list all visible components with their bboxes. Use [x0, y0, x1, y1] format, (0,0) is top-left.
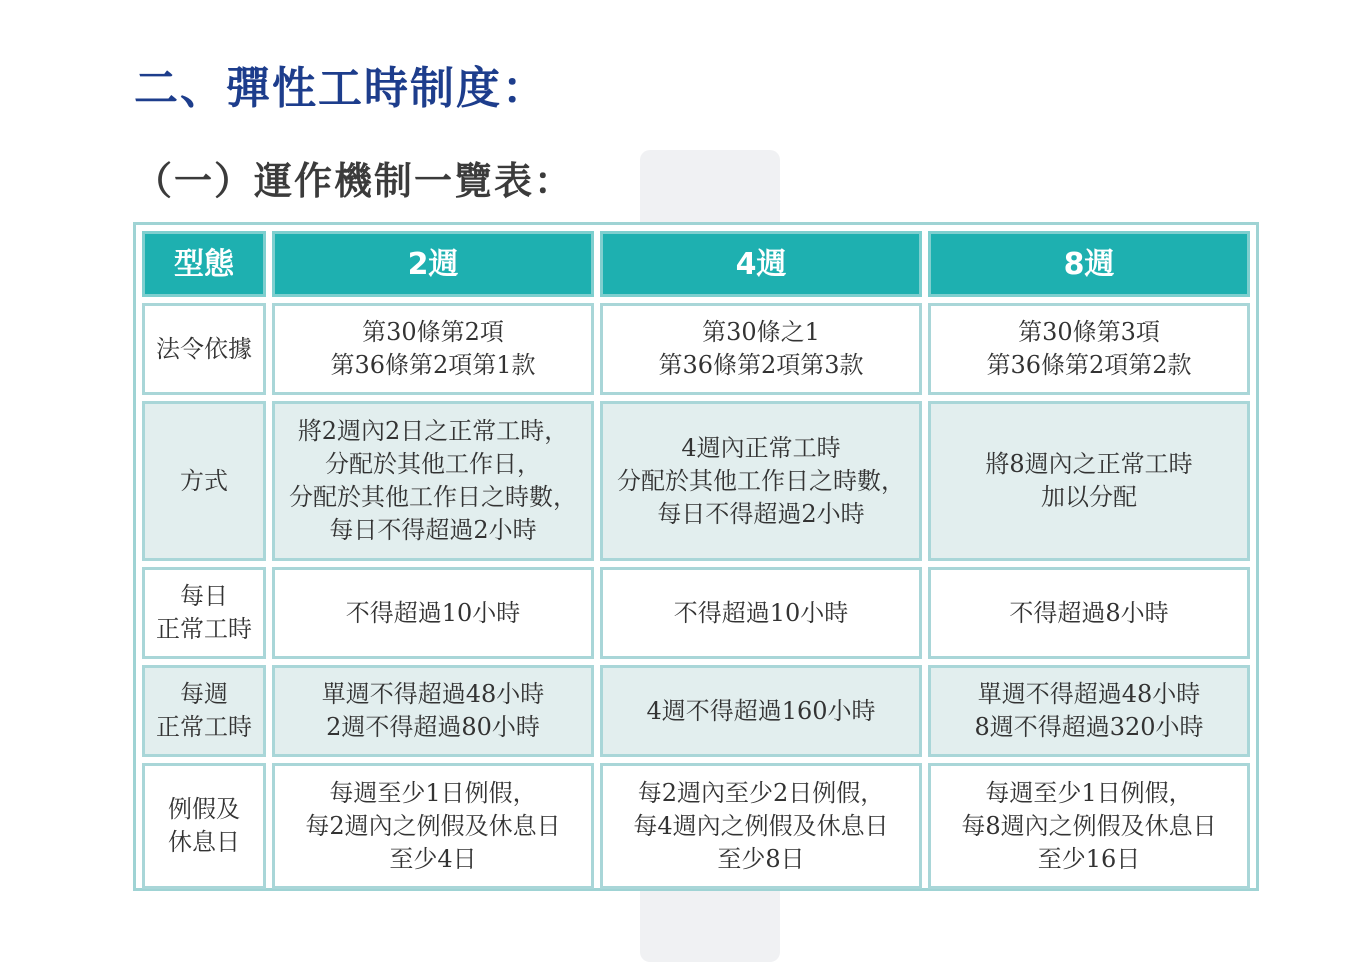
cell-text-line: 至少4日 [389, 844, 477, 873]
row-label-legal-basis [142, 303, 266, 395]
cell-text-line: 第30條第3項 [1018, 318, 1160, 346]
cell-text-line: 第36條第2項第3款 [658, 351, 864, 379]
cell-text-line: 不得超過10小時 [345, 598, 521, 627]
table-cell-weekly-hours-3 [928, 665, 1250, 757]
row-label-line: 法令依據 [156, 334, 252, 363]
table-cell-daily-hours-1 [272, 567, 594, 659]
row-label-line: 方式 [180, 466, 228, 495]
section-subtitle: （一）運作機制一覽表： [134, 159, 575, 203]
table-cell-legal-basis-1 [272, 303, 594, 395]
table-cell-method-1 [272, 401, 594, 561]
row-label-line: 例假及 [168, 795, 240, 823]
table-cell-weekly-hours-1 [272, 665, 594, 757]
table-cell-rest-days-2 [600, 763, 922, 889]
cell-text-line: 第30條第2項 [362, 318, 504, 346]
cell-text-line: 分配於其他工作日之時數， [617, 466, 905, 495]
row-label-line: 每週 [180, 680, 228, 708]
table-cell-rest-days-3 [928, 763, 1250, 889]
cell-text-line: 加以分配 [1041, 483, 1137, 511]
table-row-rest-days [142, 763, 1250, 889]
table-cell-legal-basis-3 [928, 303, 1250, 395]
row-label-line: 每日 [180, 582, 228, 610]
table-row-method [142, 401, 1250, 561]
cell-text-line: 至少16日 [1037, 844, 1141, 873]
cell-text-line: 單週不得超過48小時 [321, 680, 545, 708]
row-label-daily-hours [142, 567, 266, 659]
table-row-legal-basis [142, 303, 1250, 395]
table-cell-method-3 [928, 401, 1250, 561]
row-label-rest-days [142, 763, 266, 889]
table-cell-weekly-hours-2 [600, 665, 922, 757]
table-cell-method-2 [600, 401, 922, 561]
table-row-weekly-hours [142, 665, 1250, 757]
cell-text-line: 2週不得超過80小時 [326, 713, 540, 741]
cell-text-line: 4週不得超過160小時 [646, 696, 876, 725]
page-title: 二、彈性工時制度： [134, 63, 548, 114]
cell-text-line: 不得超過10小時 [673, 598, 849, 627]
table-row-daily-hours [142, 567, 1250, 659]
cell-text-line: 每日不得超過2小時 [329, 516, 537, 544]
flexible-hours-table [133, 222, 1259, 891]
cell-text-line: 第36條第2項第2款 [986, 351, 1192, 379]
cell-text-line: 分配於其他工作日之時數， [289, 483, 577, 511]
cell-text-line: 每4週內之例假及休息日 [633, 811, 889, 840]
table-header-row [142, 231, 1250, 297]
cell-text-line: 每2週內之例假及休息日 [305, 811, 561, 840]
row-label-line: 正常工時 [156, 713, 252, 741]
cell-text-line: 每8週內之例假及休息日 [961, 811, 1217, 840]
overview-table [136, 225, 1256, 895]
cell-text-line: 每週至少1日例假， [329, 778, 537, 807]
cell-text-line: 每2週內至少2日例假， [637, 778, 885, 807]
header-2-weeks: 2週 [272, 231, 594, 297]
table-cell-daily-hours-2 [600, 567, 922, 659]
row-label-weekly-hours [142, 665, 266, 757]
header-8-weeks: 8週 [928, 231, 1250, 297]
cell-text-line: 不得超過8小時 [1009, 598, 1169, 627]
cell-text-line: 將8週內之正常工時 [985, 450, 1193, 478]
cell-text-line: 第36條第2項第1款 [330, 351, 536, 379]
cell-text-line: 8週不得超過320小時 [974, 713, 1204, 741]
cell-text-line: 4週內正常工時 [681, 433, 841, 462]
table-cell-rest-days-1 [272, 763, 594, 889]
row-label-line: 正常工時 [156, 615, 252, 643]
cell-text-line: 將2週內2日之正常工時， [297, 417, 569, 445]
row-label-line: 休息日 [168, 828, 240, 856]
header-type: 型態 [142, 231, 266, 297]
cell-text-line: 每日不得超過2小時 [657, 499, 865, 528]
cell-text-line: 第30條之1 [702, 318, 820, 346]
row-label-method [142, 401, 266, 561]
header-4-weeks: 4週 [600, 231, 922, 297]
cell-text-line: 單週不得超過48小時 [977, 680, 1201, 708]
cell-text-line: 分配於其他工作日， [325, 450, 541, 478]
table-cell-legal-basis-2 [600, 303, 922, 395]
table-cell-daily-hours-3 [928, 567, 1250, 659]
cell-text-line: 至少8日 [717, 844, 805, 873]
cell-text-line: 每週至少1日例假， [985, 778, 1193, 807]
